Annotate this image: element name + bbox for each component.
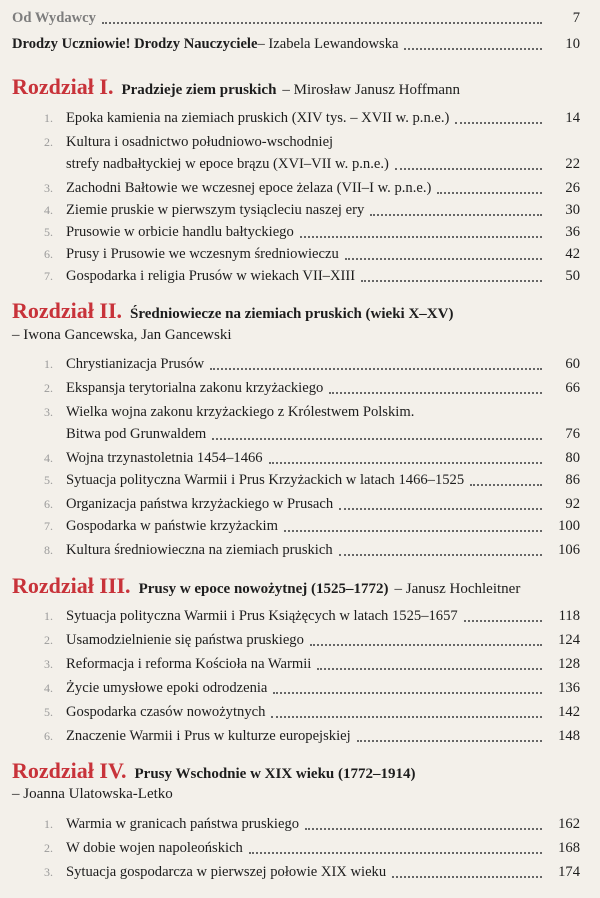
dot-leader xyxy=(339,554,542,556)
entry-title: Znaczenie Warmii i Prus w kulturze europejskiej xyxy=(66,728,351,744)
page-number: 136 xyxy=(558,680,580,696)
dot-leader xyxy=(102,22,542,24)
entry-title: Sytuacja polityczna Warmii i Prus Książęcych w latach 1525–1657 xyxy=(66,608,458,624)
entry-number: 1. xyxy=(44,609,53,623)
dot-leader xyxy=(357,740,542,742)
toc-entry[interactable] xyxy=(44,218,580,242)
page-number: 14 xyxy=(565,110,580,126)
chapter-label: Rozdział III. xyxy=(12,573,131,598)
entry-title: Ekspansja terytorialna zakonu krzyżackiego xyxy=(66,380,324,396)
page-number: 30 xyxy=(565,202,580,218)
chapter-title: Pradzieje ziem pruskich xyxy=(121,82,277,98)
page-number: 100 xyxy=(558,518,580,534)
page-number: 92 xyxy=(565,496,580,512)
page-number: 80 xyxy=(565,450,580,466)
entry-title: Sytuacja polityczna Warmii i Prus Krzyżackich w latach 1466–1525 xyxy=(66,472,465,488)
toc-entry[interactable] xyxy=(44,128,580,152)
toc-entry[interactable] xyxy=(44,240,580,264)
page-number: 106 xyxy=(558,542,580,558)
toc-entry[interactable] xyxy=(44,444,580,468)
chapter-title: Prusy w epoce nowożytnej (1525–1772) xyxy=(138,581,389,597)
toc-entry[interactable] xyxy=(44,650,580,674)
entry-number: 8. xyxy=(44,543,53,557)
toc-entry[interactable] xyxy=(44,834,580,858)
entry-title: Epoka kamienia na ziemiach pruskich (XIV tys. – XVII w. p.n.e.) xyxy=(66,110,450,126)
toc-entry[interactable] xyxy=(44,602,580,626)
page-number: 42 xyxy=(565,246,580,262)
dot-leader xyxy=(345,258,542,260)
toc-entry[interactable] xyxy=(44,466,580,490)
page-number: 36 xyxy=(565,224,580,240)
dot-leader xyxy=(300,236,542,238)
page-number: 142 xyxy=(558,704,580,720)
entry-number: 4. xyxy=(44,203,53,217)
entry-title: Od Wydawcy xyxy=(12,10,96,26)
toc-entry[interactable] xyxy=(44,398,580,422)
entry-number: 1. xyxy=(44,357,53,371)
dot-leader xyxy=(392,876,542,878)
entry-title: Organizacja państwa krzyżackiego w Prusach xyxy=(66,496,334,512)
toc-entry[interactable] xyxy=(44,536,580,560)
dot-leader xyxy=(310,644,542,646)
toc-entry-front-1[interactable] xyxy=(12,4,580,28)
page-number: 10 xyxy=(565,36,580,52)
chapter-authors: – Janusz Hochleitner xyxy=(394,581,521,597)
chapter-label: Rozdział IV. xyxy=(12,758,127,783)
entry-number: 3. xyxy=(44,405,53,419)
chapter-title: Średniowiecze na ziemiach pruskich (wieki X–XV) xyxy=(130,306,454,322)
toc-entry[interactable] xyxy=(44,512,580,536)
chapter-title: Prusy Wschodnie w XIX wieku (1772–1914) xyxy=(134,766,416,782)
toc-entry[interactable] xyxy=(44,350,580,374)
chapter-authors: – Iwona Gancewska, Jan Gancewski xyxy=(12,327,232,343)
dot-leader xyxy=(210,368,542,370)
chapter-heading-1[interactable] xyxy=(12,74,580,100)
dot-leader xyxy=(455,122,542,124)
entry-number: 6. xyxy=(44,729,53,743)
entry-number: 3. xyxy=(44,865,53,879)
dot-leader xyxy=(284,530,542,532)
toc-entry-front-2[interactable] xyxy=(12,30,580,54)
entry-title: Gospodarka czasów nowożytnych xyxy=(66,704,266,720)
entry-number: 2. xyxy=(44,633,53,647)
toc-entry[interactable] xyxy=(44,374,580,398)
entry-title: Życie umysłowe epoki odrodzenia xyxy=(66,680,268,696)
page-number: 76 xyxy=(565,426,580,442)
page-number: 26 xyxy=(565,180,580,196)
toc-entry[interactable] xyxy=(44,674,580,698)
dot-leader xyxy=(273,692,542,694)
entry-title: Sytuacja gospodarcza w pierwszej połowie XIX wieku xyxy=(66,864,387,880)
toc-entry[interactable] xyxy=(44,196,580,220)
page-number: 22 xyxy=(565,156,580,172)
page-number: 66 xyxy=(565,380,580,396)
dot-leader xyxy=(339,508,542,510)
chapter-authors: – Mirosław Janusz Hoffmann xyxy=(282,82,461,98)
dot-leader xyxy=(329,392,542,394)
entry-title: Prusowie w orbicie handlu bałtyckiego xyxy=(66,224,294,240)
entry-title: Wojna trzynastoletnia 1454–1466 xyxy=(66,450,263,466)
entry-title: W dobie wojen napoleońskich xyxy=(66,840,243,856)
entry-title: Zachodni Bałtowie we wczesnej epoce żelaza (VII–I w. p.n.e.) xyxy=(66,180,432,196)
entry-number: 7. xyxy=(44,269,53,283)
chapter-heading-4[interactable] xyxy=(12,758,580,784)
dot-leader xyxy=(249,852,542,854)
dot-leader xyxy=(464,620,542,622)
entry-number: 5. xyxy=(44,225,53,239)
entry-number: 1. xyxy=(44,817,53,831)
page-number: 174 xyxy=(558,864,580,880)
toc-entry-continued[interactable] xyxy=(66,420,580,444)
entry-title: Ziemie pruskie w pierwszym tysiącleciu naszej ery xyxy=(66,202,365,218)
entry-number: 3. xyxy=(44,657,53,671)
toc-entry[interactable] xyxy=(44,810,580,834)
entry-title: Kultura średniowieczna na ziemiach pruskich xyxy=(66,542,333,558)
chapter-label: Rozdział II. xyxy=(12,298,122,323)
toc-entry[interactable] xyxy=(44,262,580,286)
entry-title: Prusy i Prusowie we wczesnym średniowieczu xyxy=(66,246,339,262)
entry-number: 2. xyxy=(44,381,53,395)
entry-number: 4. xyxy=(44,681,53,695)
dot-leader xyxy=(404,48,542,50)
toc-entry[interactable] xyxy=(44,174,580,198)
dot-leader xyxy=(305,828,542,830)
entry-title: Gospodarka w państwie krzyżackim xyxy=(66,518,278,534)
toc-entry-continued[interactable] xyxy=(66,150,580,174)
page-number: 168 xyxy=(558,840,580,856)
entry-author: – Izabela Lewandowska xyxy=(257,36,399,52)
page-number: 60 xyxy=(565,356,580,372)
chapter-heading-3[interactable] xyxy=(12,573,580,599)
dot-leader xyxy=(317,668,542,670)
toc-entry[interactable] xyxy=(44,490,580,514)
entry-title: Gospodarka i religia Prusów w wiekach VII–XIII xyxy=(66,268,356,284)
page-number: 50 xyxy=(565,268,580,284)
page-number: 124 xyxy=(558,632,580,648)
toc-entry[interactable] xyxy=(44,858,580,882)
toc-entry[interactable] xyxy=(44,626,580,650)
page-number: 148 xyxy=(558,728,580,744)
toc-entry[interactable] xyxy=(44,722,580,746)
toc-entry[interactable] xyxy=(44,698,580,722)
dot-leader xyxy=(370,214,542,216)
entry-title: Chrystianizacja Prusów xyxy=(66,356,205,372)
chapter-heading-2[interactable] xyxy=(12,298,580,324)
entry-title-line2: Bitwa pod Grunwaldem xyxy=(66,426,207,442)
page-number: 118 xyxy=(558,608,580,624)
dot-leader xyxy=(212,438,542,440)
entry-number: 5. xyxy=(44,473,53,487)
entry-title: Kultura i osadnictwo południowo-wschodniej xyxy=(66,134,334,150)
page-number: 162 xyxy=(558,816,580,832)
entry-number: 2. xyxy=(44,135,53,149)
entry-number: 5. xyxy=(44,705,53,719)
dot-leader xyxy=(271,716,542,718)
dot-leader xyxy=(361,280,542,282)
entry-title: Reformacja i reforma Kościoła na Warmii xyxy=(66,656,312,672)
entry-title-line2: strefy nadbałtyckiej w epoce brązu (XVI–VII w. p.n.e.) xyxy=(66,156,389,172)
page-number: 86 xyxy=(565,472,580,488)
entry-number: 6. xyxy=(44,247,53,261)
dot-leader xyxy=(269,462,542,464)
entry-title: Warmia w granicach państwa pruskiego xyxy=(66,816,300,832)
entry-number: 4. xyxy=(44,451,53,465)
entry-number: 6. xyxy=(44,497,53,511)
entry-number: 2. xyxy=(44,841,53,855)
entry-number: 3. xyxy=(44,181,53,195)
chapter-label: Rozdział I. xyxy=(12,74,114,99)
entry-title: Wielka wojna zakonu krzyżackiego z Królestwem Polskim. xyxy=(66,404,415,420)
dot-leader xyxy=(395,168,542,170)
entry-number: 7. xyxy=(44,519,53,533)
dot-leader xyxy=(437,192,542,194)
entry-number: 1. xyxy=(44,111,53,125)
chapter-authors: – Joanna Ulatowska-Letko xyxy=(12,786,173,802)
entry-title: Usamodzielnienie się państwa pruskiego xyxy=(66,632,304,648)
toc-entry[interactable] xyxy=(44,104,580,128)
page-number: 7 xyxy=(572,10,580,26)
dot-leader xyxy=(470,484,542,486)
entry-title-bold: Drodzy Uczniowie! Drodzy Nauczyciele xyxy=(12,36,258,52)
page-number: 128 xyxy=(558,656,580,672)
